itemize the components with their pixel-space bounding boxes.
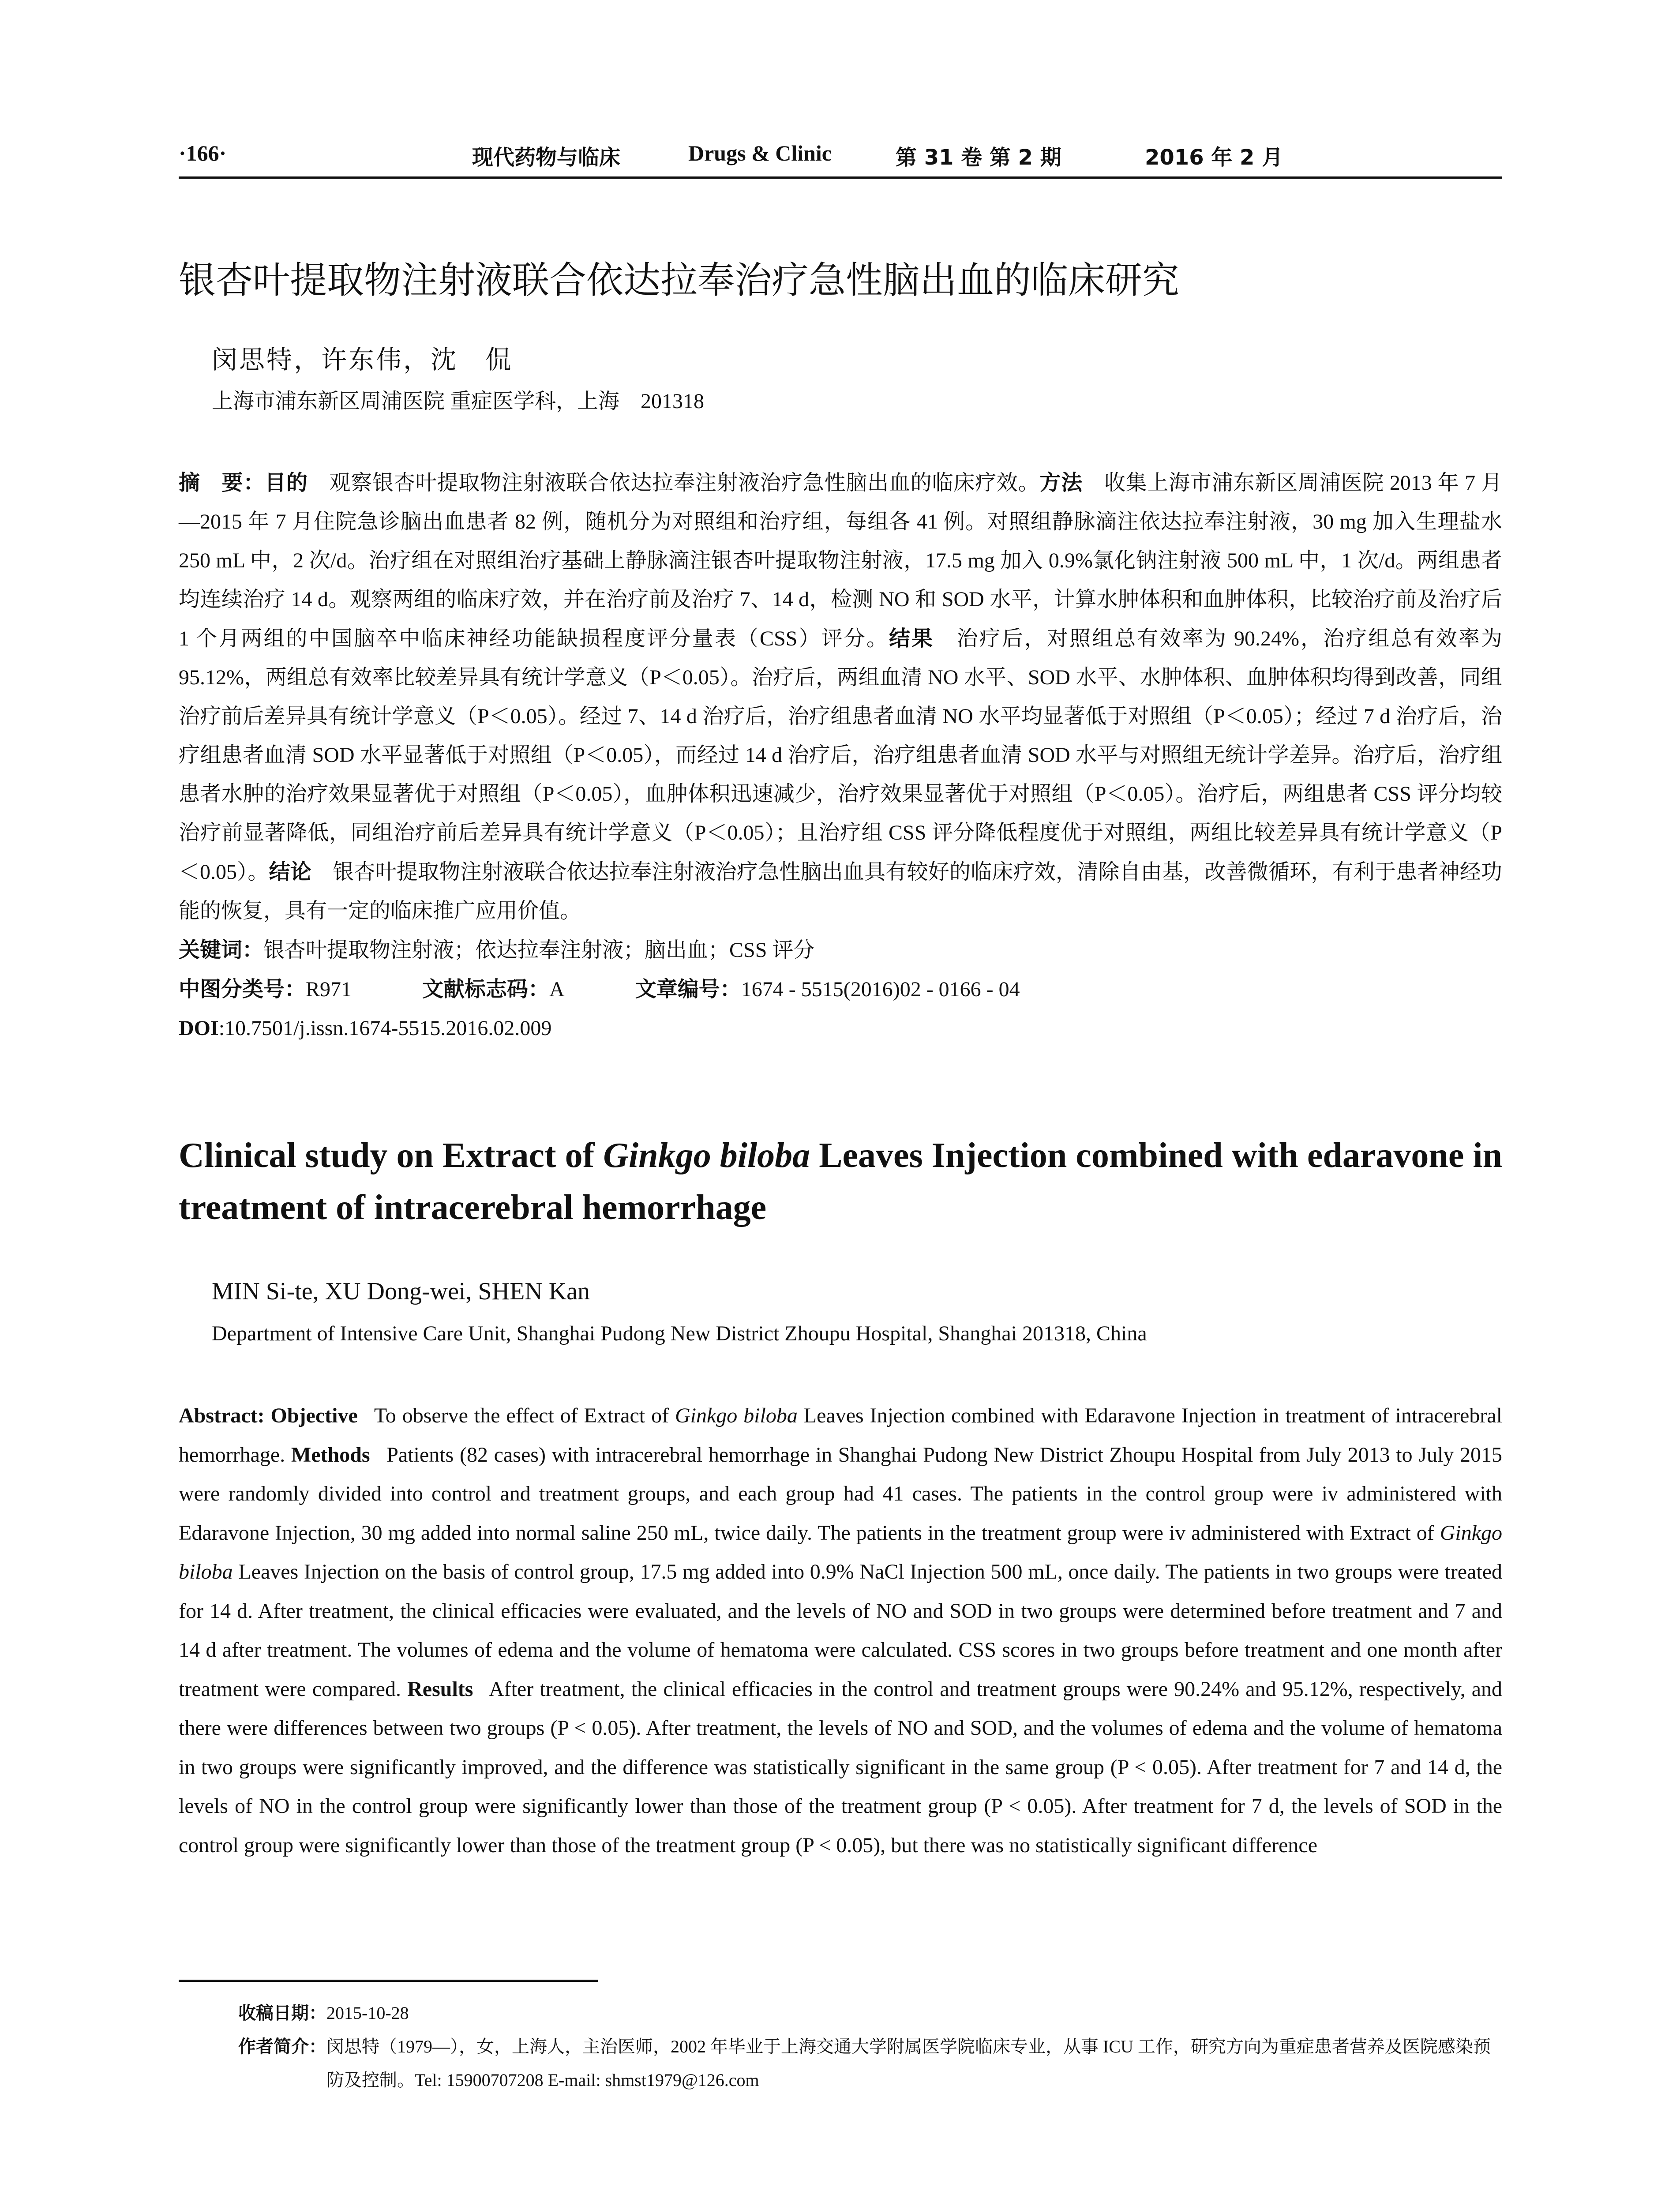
cn-methods: 收集上海市浦东新区周浦医院 2013 年 7 月—2015 年 7 月住院急诊脑出血患者 82 例，随机分为对照组和治疗组，每组各 41 例。对照组静脉滴注依达拉奉注射液，30 mg 加入生理盐水 250 mL 中，2 次/d。治疗组在对照组治疗基础上静脉滴注银杏叶提取物注射液，17.5 mg 加入 0.9%氯化钠注射液 500 mL 中，1 次/d。两组患者均连续治疗 14 d。观察两组的临床疗效，并在治疗前及治疗 7、14 d，检测 NO 和 SOD 水平，计算水肿体积和血肿体积，比较治疗前及治疗后 1 个月两组的中国脑卒中临床神经功能缺损程度评分量表（CSS）评分。 <box>179 471 1502 650</box>
cn-abstract-body <box>179 463 1502 930</box>
cn-conclusion: 银杏叶提取物注射液联合依达拉奉注射液治疗急性脑出血具有较好的临床疗效，清除自由基，改善微循环，有利于患者神经功能的恢复，具有一定的临床推广应用价值。 <box>179 860 1502 923</box>
en-objective-2: Leaves Injection combined with Edaravone Injection in treatment of intracerebral hemorrhage. <box>179 1404 1502 1467</box>
cn-results: 治疗后，对照组总有效率为 90.24%，治疗组总有效率为 95.12%，两组总有效率比较差异具有统计学意义（P＜0.05）。治疗后，两组血清 NO 水平、SOD 水平、水肿体积、血肿体积均得到改善，同组治疗前后差异具有统计学意义（P＜0.05）。经过 7、14 d 治疗后，治疗组患者血清 NO 水平均显著低于对照组（P＜0.05）；经过 7 d 治疗后，治疗组患者血清 SOD 水平显著低于对照组（P＜0.05），而经过 14 d 治疗后，治疗组患者血清 SOD 水平与对照组无统计学差异。治疗后，治疗组患者水肿的治疗效果显著优于对照组（P＜0.05），血肿体积迅速减少，治疗效果显著优于对照组（P＜0.05）。治疗后，两组患者 CSS 评分均较治疗前显著降低，同组治疗前后差异具有统计学意义（P＜0.05）；且治疗组 CSS 评分降低程度优于对照组，两组比较差异具有统计学意义（P＜0.05）。 <box>179 627 1502 884</box>
doi-value: :10.7501/j.issn.1674-5515.2016.02.009 <box>218 1017 552 1040</box>
cn-title: 银杏叶提取物注射液联合依达拉奉治疗急性脑出血的临床研究 <box>179 259 1180 302</box>
cn-results-label: 结果 <box>889 626 934 651</box>
received-label: 收稿日期： <box>238 2003 326 2023</box>
clc-value: R971 <box>306 978 352 1001</box>
cn-objective: 观察银杏叶提取物注射液联合依达拉奉注射液治疗急性脑出血的临床疗效。 <box>329 471 1040 495</box>
en-title <box>179 1129 1511 1234</box>
cn-classification <box>179 970 1502 1009</box>
en-title-part1: Clinical study on Extract of <box>179 1136 604 1175</box>
en-title-part2: Leaves Injection combined with edaravone in treatment of intracerebral hemorrhage <box>179 1136 1503 1227</box>
header-rule <box>179 176 1502 179</box>
page-number: ·166· <box>179 141 227 165</box>
footnote <box>238 1996 1500 2097</box>
cn-keywords-value: 银杏叶提取物注射液；依达拉奉注射液；脑出血；CSS 评分 <box>263 938 815 962</box>
running-header <box>179 140 1502 176</box>
en-objective-1: To observe the effect of Extract of <box>374 1404 675 1427</box>
en-objective-italic: Ginkgo biloba <box>675 1404 798 1427</box>
received-date: 2015-10-28 <box>326 2003 409 2023</box>
cn-objective-label: 目的 <box>265 470 308 495</box>
en-methods-label: Methods <box>291 1443 370 1467</box>
journal-name-cn: 现代药物与临床 <box>472 145 621 170</box>
cn-keywords-label: 关键词： <box>179 938 264 962</box>
author-bio: 闵思特（1979—），女，上海人，主治医师，2002 年毕业于上海交通大学附属医学院临床专业，从事 ICU 工作，研究方向为重症患者营养及医院感染预防及控制。Tel: 15900707208 E-mail: shmst1979@126.com <box>326 2037 1491 2090</box>
en-title-italic: Ginkgo biloba <box>603 1136 810 1175</box>
en-methods-italic: Ginkgo biloba <box>179 1521 1502 1583</box>
footnote-rule <box>179 1980 598 1982</box>
cn-doi <box>179 1009 1502 1048</box>
issue-date: 2016 年 2 月 <box>1145 145 1283 170</box>
doi-label: DOI <box>179 1017 219 1040</box>
volume-issue: 第 31 卷 第 2 期 <box>896 145 1061 170</box>
article-no-label: 文章编号： <box>635 977 741 1002</box>
en-results: After treatment, the clinical efficacies in the control and treatment groups were 90.24% and 95.12%, respectively, and there were differences between two groups (P < 0.05). After treatment, the levels of NO and SOD, and the volumes of edema and the volume of hematoma in two groups were significantly improved, and the difference was statistically significant in the same group (P < 0.05). After treatment for 7 and 14 d, the levels of NO in the control group were significantly lower than those of the treatment group (P < 0.05). After treatment for 7 d, the levels of SOD in the control group were significantly lower than those of the treatment group (P < 0.05), but there was no statistically significant difference <box>179 1677 1503 1857</box>
cn-methods-label: 方法 <box>1039 470 1083 495</box>
cn-conclusion-label: 结论 <box>269 859 312 884</box>
article-no-value: 1674 - 5515(2016)02 - 0166 - 04 <box>741 978 1020 1001</box>
cn-abstract <box>179 463 1502 1048</box>
en-results-label: Results <box>407 1677 473 1701</box>
cn-affiliation: 上海市浦东新区周浦医院 重症医学科，上海 201318 <box>212 390 705 413</box>
journal-name-en: Drugs & Clinic <box>688 141 832 165</box>
received-row <box>238 1996 1500 2030</box>
cn-authors: 闵思特，许东伟，沈 侃 <box>212 345 513 375</box>
en-abstract <box>179 1396 1502 1865</box>
author-bio-label: 作者简介： <box>238 2037 326 2057</box>
cn-keywords <box>179 930 1502 970</box>
clc-label: 中图分类号： <box>179 977 306 1002</box>
en-authors: MIN Si-te, XU Dong-wei, SHEN Kan <box>212 1278 590 1305</box>
doc-code-label: 文献标志码： <box>422 977 550 1002</box>
doc-code-value: A <box>549 978 565 1001</box>
en-affiliation: Department of Intensive Care Unit, Shanghai Pudong New District Zhoupu Hospital, Shanghai 201318, China <box>212 1322 1147 1345</box>
en-abstract-label: Abstract: Objective <box>179 1404 358 1427</box>
en-methods-1: Patients (82 cases) with intracerebral hemorrhage in Shanghai Pudong New District Zhoupu Hospital from July 2013 to July 2015 were randomly divided into control and treatment groups, and each group had 41 cases. The patients in the control group were iv administered with Edaravone Injection, 30 mg added into normal saline 250 mL, twice daily. The patients in the treatment group were iv administered with Extract of <box>179 1443 1503 1545</box>
en-methods-2: Leaves Injection on the basis of control group, 17.5 mg added into 0.9% NaCl Injection 500 mL, once daily. The patients in two groups were treated for 14 d. After treatment, the clinical efficacies were evaluated, and the levels of NO and SOD in two groups were determined before treatment and 7 and 14 d after treatment. The volumes of edema and the volume of hematoma were calculated. CSS scores in two groups before treatment and one month after treatment were compared. <box>179 1560 1502 1701</box>
author-bio-row <box>238 2030 1500 2097</box>
cn-abstract-label: 摘 要： <box>179 470 265 495</box>
